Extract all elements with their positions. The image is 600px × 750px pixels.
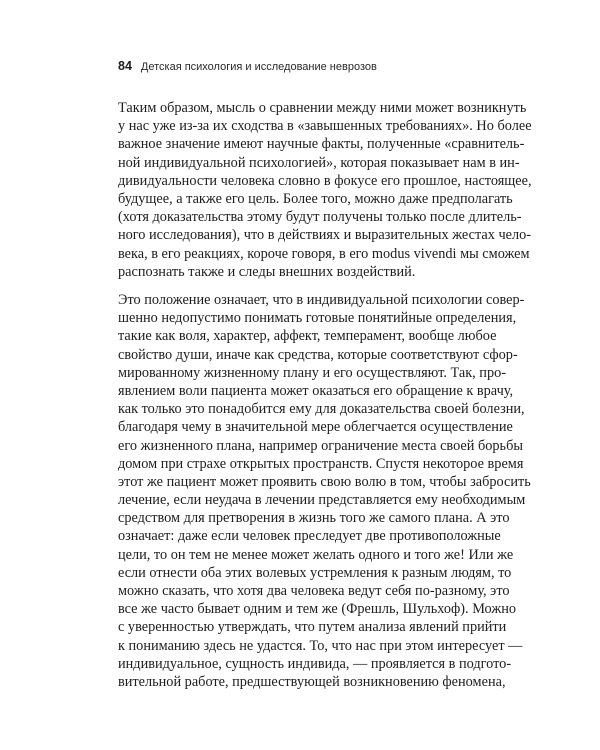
text-line: будущее, а также его цель. Более того, можно даже предполагать [118,190,513,207]
text-line: важное значение имеют научные факты, полученные «сравнитель- [118,136,525,153]
text-line: все же часто бывает одним и тем же (Фрешль, Шульхоф). Можно [118,601,517,618]
text-line: ного исследования), что в действиях и выразительных жестах чело- [118,227,532,244]
text-line: явлением воли пациента может оказаться его обращение к врачу, [118,382,514,399]
paragraph-2 [118,291,531,691]
text-line: дивидуальности человека словно в фокусе его прошлое, настоящее, [118,172,532,189]
text-line: шенно недопустимо понимать готовые понятийные определения, [118,310,517,327]
text-line: у нас уже из-за их сходства в «завышенных требованиях». Но более [118,118,532,135]
text-line: индивидуальное, сущность индивида, — проявляется в подгото- [118,655,512,672]
text-line: к пониманию здесь не удастся. То, что нас при этом интересует — [118,637,523,654]
text-line: свойство души, иначе как средства, которые соответствуют сфор- [118,346,518,363]
text-line: Таким образом, мысль о сравнении между ними может возникнуть [118,100,527,116]
text-line: века, в его реакциях, короче говоря, в его modus vivendi мы сможем [118,245,530,262]
text-line: Это положение означает, что в индивидуальной психологии совер- [118,292,525,308]
text-line: этот же пациент может проявить свою волю в том, чтобы забросить [118,473,531,490]
page-number: 84 [118,59,132,73]
text-line: лечение, если неудача в лечении представляется ему необходимым [118,492,526,509]
page-header [118,59,377,73]
text-line: цели, то он тем не менее может желать одного и того же! Или же [118,546,514,563]
text-line: (хотя доказательства этому будут получены только после длитель- [118,209,522,226]
text-line: если отнести оба этих волевых устремления к разным людям, то [118,564,512,581]
paragraph-1 [118,99,532,281]
text-line: его жизненного плана, например ограничение места своей борьбы [118,437,523,454]
text-line: такие как воля, характер, аффект, темперамент, вообще любое [118,328,497,345]
text-line: вительной работе, предшествующей возникновению феномена, [118,673,506,690]
text-line: домом при страхе открытых пространств. Спустя некоторое время [118,455,524,472]
text-line: благодаря чему в значительной мере облегчается осуществление [118,419,513,436]
text-line: означает: даже если человек преследует две противоположные [118,528,501,545]
text-line: с уверенностью утверждать, что путем анализа явлений прийти [118,619,507,636]
text-line: распознать также и следы внешних воздействий. [118,263,416,280]
text-line: ной индивидуальной психологией», которая показывает нам в ин- [118,154,520,171]
text-line: можно сказать, что хотя два человека ведут себя по-разному, это [118,583,510,599]
running-title: Детская психология и исследование неврозов [140,61,377,73]
text-line: как только это понадобится ему для доказательства своей болезни, [118,401,525,418]
text-line: средством для претворения в жизнь того же самого плана. А это [118,510,510,527]
text-line: мированному жизненному плану и его осуществляют. Так, про- [118,364,507,381]
